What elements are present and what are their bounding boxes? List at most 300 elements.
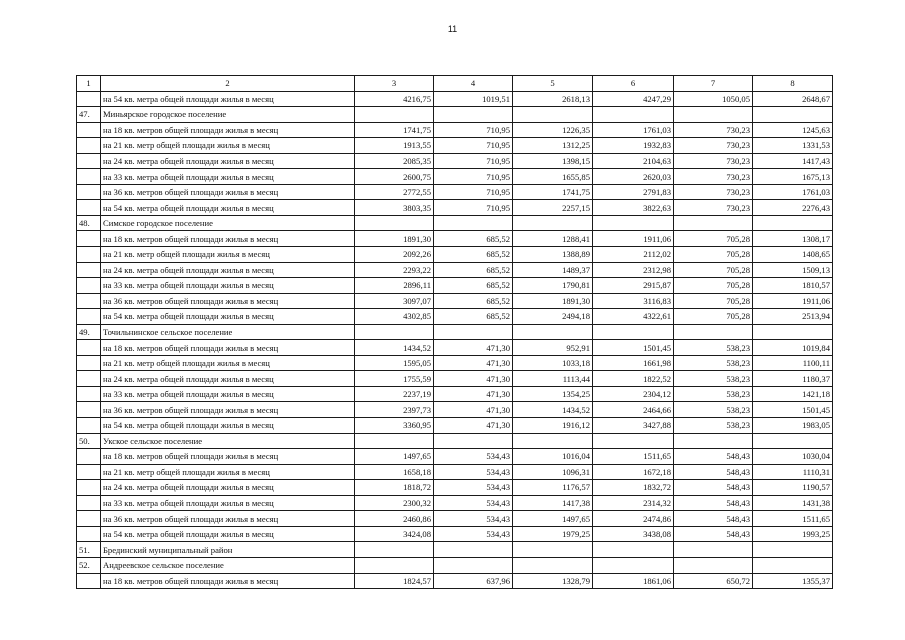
- empty-cell: [77, 122, 101, 138]
- value-cell-col-6: 1932,83: [593, 138, 674, 154]
- value-cell-col-3: 1497,65: [355, 449, 434, 465]
- row-label: на 36 кв. метров общей площади жилья в месяц: [101, 511, 355, 527]
- empty-cell: [77, 386, 101, 402]
- value-cell-col-5: 1916,12: [513, 418, 593, 434]
- empty-cell: [513, 324, 593, 340]
- table-row: [77, 418, 833, 434]
- empty-cell: [77, 309, 101, 325]
- value-cell-col-3: 2085,35: [355, 153, 434, 169]
- value-cell-col-3: 1658,18: [355, 464, 434, 480]
- value-cell-col-6: 1761,03: [593, 122, 674, 138]
- value-cell-col-7: 1050,05: [674, 91, 753, 107]
- value-cell-col-8: 1355,37: [753, 573, 833, 589]
- value-cell-col-8: 1983,05: [753, 418, 833, 434]
- page-number: 11: [447, 24, 458, 34]
- value-cell-col-6: 2620,03: [593, 169, 674, 185]
- empty-cell: [77, 153, 101, 169]
- value-cell-col-8: 1675,13: [753, 169, 833, 185]
- value-cell-col-7: 650,72: [674, 573, 753, 589]
- value-cell-col-3: 3803,35: [355, 200, 434, 216]
- value-cell-col-4: 685,52: [434, 278, 513, 294]
- table-row: [77, 138, 833, 154]
- row-label: на 24 кв. метра общей площади жилья в месяц: [101, 371, 355, 387]
- empty-cell: [434, 107, 513, 123]
- empty-cell: [674, 542, 753, 558]
- value-cell-col-6: 2314,32: [593, 495, 674, 511]
- empty-cell: [593, 557, 674, 573]
- value-cell-col-6: 4247,29: [593, 91, 674, 107]
- value-cell-col-5: 1288,41: [513, 231, 593, 247]
- empty-cell: [77, 138, 101, 154]
- table-header-row: [77, 76, 833, 92]
- row-label: на 18 кв. метров общей площади жилья в месяц: [101, 231, 355, 247]
- table-row: [77, 355, 833, 371]
- table-row: [77, 91, 833, 107]
- table-row: [77, 309, 833, 325]
- row-label: на 33 кв. метра общей площади жилья в месяц: [101, 386, 355, 402]
- section-number: 50.: [77, 433, 101, 449]
- value-cell-col-8: 2648,67: [753, 91, 833, 107]
- value-cell-col-6: 1911,06: [593, 231, 674, 247]
- empty-cell: [513, 215, 593, 231]
- value-cell-col-4: 471,30: [434, 371, 513, 387]
- value-cell-col-6: 1822,52: [593, 371, 674, 387]
- value-cell-col-7: 730,23: [674, 184, 753, 200]
- section-name: Брединский муниципальный район: [101, 542, 355, 558]
- value-cell-col-5: 1388,89: [513, 247, 593, 263]
- value-cell-col-7: 548,43: [674, 480, 753, 496]
- value-cell-col-7: 730,23: [674, 138, 753, 154]
- value-cell-col-3: 3097,07: [355, 293, 434, 309]
- value-cell-col-6: 1832,72: [593, 480, 674, 496]
- value-cell-col-5: 1979,25: [513, 526, 593, 542]
- section-row: [77, 324, 833, 340]
- value-cell-col-4: 534,43: [434, 480, 513, 496]
- row-label: на 18 кв. метров общей площади жилья в месяц: [101, 449, 355, 465]
- row-label: на 24 кв. метра общей площади жилья в месяц: [101, 480, 355, 496]
- section-row: [77, 433, 833, 449]
- table-row: [77, 402, 833, 418]
- column-header-8: 8: [753, 76, 833, 92]
- value-cell-col-4: 685,52: [434, 231, 513, 247]
- empty-cell: [77, 402, 101, 418]
- value-cell-col-5: 1655,85: [513, 169, 593, 185]
- empty-cell: [355, 542, 434, 558]
- value-cell-col-5: 1176,57: [513, 480, 593, 496]
- empty-cell: [753, 542, 833, 558]
- table-row: [77, 231, 833, 247]
- value-cell-col-6: 1661,98: [593, 355, 674, 371]
- value-cell-col-7: 538,23: [674, 402, 753, 418]
- value-cell-col-8: 2276,43: [753, 200, 833, 216]
- empty-cell: [674, 107, 753, 123]
- value-cell-col-5: 1891,30: [513, 293, 593, 309]
- table-row: [77, 480, 833, 496]
- column-header-5: 5: [513, 76, 593, 92]
- value-cell-col-6: 2791,83: [593, 184, 674, 200]
- value-cell-col-6: 3116,83: [593, 293, 674, 309]
- value-cell-col-3: 2300,32: [355, 495, 434, 511]
- empty-cell: [77, 91, 101, 107]
- value-cell-col-6: 2464,66: [593, 402, 674, 418]
- value-cell-col-6: 1501,45: [593, 340, 674, 356]
- value-cell-col-8: 1501,45: [753, 402, 833, 418]
- empty-cell: [77, 231, 101, 247]
- value-cell-col-7: 705,28: [674, 309, 753, 325]
- section-number: 52.: [77, 557, 101, 573]
- value-cell-col-4: 534,43: [434, 449, 513, 465]
- section-name: Андреевское сельское поселение: [101, 557, 355, 573]
- row-label: на 33 кв. метра общей площади жилья в месяц: [101, 278, 355, 294]
- value-cell-col-6: 2304,12: [593, 386, 674, 402]
- column-header-3: 3: [355, 76, 434, 92]
- empty-cell: [77, 371, 101, 387]
- value-cell-col-3: 4302,85: [355, 309, 434, 325]
- value-cell-col-8: 1408,65: [753, 247, 833, 263]
- value-cell-col-8: 1245,63: [753, 122, 833, 138]
- empty-cell: [77, 247, 101, 263]
- value-cell-col-8: 1180,37: [753, 371, 833, 387]
- value-cell-col-8: 1911,06: [753, 293, 833, 309]
- value-cell-col-4: 710,95: [434, 169, 513, 185]
- value-cell-col-4: 685,52: [434, 293, 513, 309]
- table-row: [77, 293, 833, 309]
- row-label: на 33 кв. метра общей площади жилья в месяц: [101, 169, 355, 185]
- value-cell-col-5: 1489,37: [513, 262, 593, 278]
- value-cell-col-5: 1033,18: [513, 355, 593, 371]
- tariff-table: [76, 75, 833, 589]
- table-row: [77, 495, 833, 511]
- table-row: [77, 371, 833, 387]
- value-cell-col-5: 1790,81: [513, 278, 593, 294]
- empty-cell: [77, 340, 101, 356]
- value-cell-col-4: 471,30: [434, 418, 513, 434]
- row-label: на 18 кв. метров общей площади жилья в месяц: [101, 340, 355, 356]
- value-cell-col-6: 3822,63: [593, 200, 674, 216]
- value-cell-col-4: 710,95: [434, 153, 513, 169]
- value-cell-col-3: 2460,86: [355, 511, 434, 527]
- empty-cell: [674, 215, 753, 231]
- value-cell-col-7: 730,23: [674, 169, 753, 185]
- value-cell-col-8: 1431,38: [753, 495, 833, 511]
- value-cell-col-3: 3360,95: [355, 418, 434, 434]
- value-cell-col-6: 2104,63: [593, 153, 674, 169]
- value-cell-col-5: 1434,52: [513, 402, 593, 418]
- row-label: на 54 кв. метра общей площади жилья в месяц: [101, 309, 355, 325]
- value-cell-col-3: 3424,08: [355, 526, 434, 542]
- row-label: на 18 кв. метров общей площади жилья в месяц: [101, 573, 355, 589]
- value-cell-col-8: 1100,11: [753, 355, 833, 371]
- value-cell-col-8: 2513,94: [753, 309, 833, 325]
- value-cell-col-7: 548,43: [674, 464, 753, 480]
- value-cell-col-5: 1096,31: [513, 464, 593, 480]
- row-label: на 33 кв. метра общей площади жилья в месяц: [101, 495, 355, 511]
- table-row: [77, 184, 833, 200]
- empty-cell: [753, 215, 833, 231]
- value-cell-col-6: 4322,61: [593, 309, 674, 325]
- empty-cell: [593, 107, 674, 123]
- column-header-2: 2: [101, 76, 355, 92]
- value-cell-col-4: 471,30: [434, 340, 513, 356]
- empty-cell: [355, 324, 434, 340]
- row-label: на 21 кв. метр общей площади жилья в месяц: [101, 355, 355, 371]
- value-cell-col-5: 2494,18: [513, 309, 593, 325]
- value-cell-col-4: 534,43: [434, 526, 513, 542]
- value-cell-col-5: 1417,38: [513, 495, 593, 511]
- value-cell-col-4: 471,30: [434, 386, 513, 402]
- value-cell-col-4: 1019,51: [434, 91, 513, 107]
- empty-cell: [77, 262, 101, 278]
- empty-cell: [355, 215, 434, 231]
- value-cell-col-8: 1509,13: [753, 262, 833, 278]
- value-cell-col-6: 2112,02: [593, 247, 674, 263]
- value-cell-col-4: 685,52: [434, 309, 513, 325]
- value-cell-col-5: 1497,65: [513, 511, 593, 527]
- value-cell-col-7: 538,23: [674, 418, 753, 434]
- value-cell-col-6: 3438,08: [593, 526, 674, 542]
- empty-cell: [513, 433, 593, 449]
- empty-cell: [355, 557, 434, 573]
- value-cell-col-5: 1398,15: [513, 153, 593, 169]
- section-number: 47.: [77, 107, 101, 123]
- value-cell-col-7: 548,43: [674, 495, 753, 511]
- value-cell-col-5: 1113,44: [513, 371, 593, 387]
- empty-cell: [434, 542, 513, 558]
- value-cell-col-6: 3427,88: [593, 418, 674, 434]
- value-cell-col-3: 1595,05: [355, 355, 434, 371]
- row-label: на 24 кв. метра общей площади жилья в месяц: [101, 153, 355, 169]
- value-cell-col-8: 1421,18: [753, 386, 833, 402]
- empty-cell: [434, 324, 513, 340]
- empty-cell: [513, 542, 593, 558]
- empty-cell: [434, 433, 513, 449]
- table-row: [77, 573, 833, 589]
- section-name: Миньярское городское поселение: [101, 107, 355, 123]
- section-row: [77, 542, 833, 558]
- value-cell-col-7: 705,28: [674, 231, 753, 247]
- value-cell-col-5: 1016,04: [513, 449, 593, 465]
- value-cell-col-8: 1331,53: [753, 138, 833, 154]
- value-cell-col-4: 710,95: [434, 122, 513, 138]
- value-cell-col-4: 710,95: [434, 200, 513, 216]
- section-name: Точильнинское сельское поселение: [101, 324, 355, 340]
- value-cell-col-3: 2896,11: [355, 278, 434, 294]
- value-cell-col-3: 2237,19: [355, 386, 434, 402]
- empty-cell: [77, 495, 101, 511]
- value-cell-col-7: 538,23: [674, 340, 753, 356]
- value-cell-col-7: 548,43: [674, 449, 753, 465]
- value-cell-col-5: 1354,25: [513, 386, 593, 402]
- value-cell-col-5: 2257,15: [513, 200, 593, 216]
- value-cell-col-3: 2092,26: [355, 247, 434, 263]
- value-cell-col-8: 1761,03: [753, 184, 833, 200]
- value-cell-col-6: 2312,98: [593, 262, 674, 278]
- value-cell-col-3: 1434,52: [355, 340, 434, 356]
- value-cell-col-4: 637,96: [434, 573, 513, 589]
- empty-cell: [77, 480, 101, 496]
- value-cell-col-8: 1019,84: [753, 340, 833, 356]
- empty-cell: [355, 433, 434, 449]
- value-cell-col-8: 1417,43: [753, 153, 833, 169]
- empty-cell: [77, 418, 101, 434]
- value-cell-col-5: 952,91: [513, 340, 593, 356]
- value-cell-col-5: 1741,75: [513, 184, 593, 200]
- value-cell-col-6: 1672,18: [593, 464, 674, 480]
- column-header-4: 4: [434, 76, 513, 92]
- value-cell-col-3: 1913,55: [355, 138, 434, 154]
- value-cell-col-7: 705,28: [674, 293, 753, 309]
- value-cell-col-7: 705,28: [674, 262, 753, 278]
- value-cell-col-7: 730,23: [674, 153, 753, 169]
- row-label: на 21 кв. метр общей площади жилья в месяц: [101, 138, 355, 154]
- value-cell-col-6: 1511,65: [593, 449, 674, 465]
- empty-cell: [77, 200, 101, 216]
- row-label: на 36 кв. метров общей площади жилья в месяц: [101, 184, 355, 200]
- value-cell-col-3: 2397,73: [355, 402, 434, 418]
- empty-cell: [674, 324, 753, 340]
- empty-cell: [593, 324, 674, 340]
- empty-cell: [77, 169, 101, 185]
- table-row: [77, 464, 833, 480]
- column-header-1: 1: [77, 76, 101, 92]
- value-cell-col-4: 471,30: [434, 355, 513, 371]
- section-number: 48.: [77, 215, 101, 231]
- empty-cell: [593, 433, 674, 449]
- table-row: [77, 262, 833, 278]
- value-cell-col-7: 705,28: [674, 278, 753, 294]
- empty-cell: [77, 184, 101, 200]
- empty-cell: [674, 433, 753, 449]
- value-cell-col-5: 2618,13: [513, 91, 593, 107]
- column-header-6: 6: [593, 76, 674, 92]
- empty-cell: [593, 542, 674, 558]
- empty-cell: [355, 107, 434, 123]
- row-label: на 54 кв. метра общей площади жилья в месяц: [101, 91, 355, 107]
- value-cell-col-4: 710,95: [434, 184, 513, 200]
- value-cell-col-8: 1190,57: [753, 480, 833, 496]
- value-cell-col-3: 4216,75: [355, 91, 434, 107]
- empty-cell: [434, 215, 513, 231]
- value-cell-col-5: 1312,25: [513, 138, 593, 154]
- section-row: [77, 215, 833, 231]
- value-cell-col-8: 1511,65: [753, 511, 833, 527]
- value-cell-col-4: 685,52: [434, 247, 513, 263]
- value-cell-col-4: 534,43: [434, 511, 513, 527]
- empty-cell: [753, 433, 833, 449]
- value-cell-col-6: 2915,87: [593, 278, 674, 294]
- value-cell-col-4: 685,52: [434, 262, 513, 278]
- row-label: на 36 кв. метров общей площади жилья в месяц: [101, 293, 355, 309]
- section-name: Симское городское поселение: [101, 215, 355, 231]
- section-name: Укское сельское поселение: [101, 433, 355, 449]
- row-label: на 18 кв. метров общей площади жилья в месяц: [101, 122, 355, 138]
- value-cell-col-3: 2293,22: [355, 262, 434, 278]
- value-cell-col-7: 548,43: [674, 526, 753, 542]
- value-cell-col-5: 1226,35: [513, 122, 593, 138]
- table-row: [77, 247, 833, 263]
- value-cell-col-8: 1810,57: [753, 278, 833, 294]
- table-row: [77, 122, 833, 138]
- value-cell-col-7: 730,23: [674, 122, 753, 138]
- table-body: [77, 91, 833, 589]
- value-cell-col-3: 1891,30: [355, 231, 434, 247]
- table-row: [77, 449, 833, 465]
- row-label: на 24 кв. метра общей площади жилья в месяц: [101, 262, 355, 278]
- table-row: [77, 169, 833, 185]
- value-cell-col-3: 1818,72: [355, 480, 434, 496]
- row-label: на 21 кв. метр общей площади жилья в месяц: [101, 247, 355, 263]
- column-header-7: 7: [674, 76, 753, 92]
- value-cell-col-8: 1030,04: [753, 449, 833, 465]
- value-cell-col-6: 2474,86: [593, 511, 674, 527]
- empty-cell: [753, 324, 833, 340]
- empty-cell: [513, 557, 593, 573]
- value-cell-col-6: 1861,06: [593, 573, 674, 589]
- value-cell-col-7: 548,43: [674, 511, 753, 527]
- empty-cell: [513, 107, 593, 123]
- empty-cell: [593, 215, 674, 231]
- value-cell-col-4: 534,43: [434, 464, 513, 480]
- empty-cell: [753, 557, 833, 573]
- value-cell-col-5: 1328,79: [513, 573, 593, 589]
- value-cell-col-3: 2772,55: [355, 184, 434, 200]
- value-cell-col-4: 710,95: [434, 138, 513, 154]
- value-cell-col-7: 705,28: [674, 247, 753, 263]
- table-row: [77, 511, 833, 527]
- table-row: [77, 386, 833, 402]
- table-row: [77, 340, 833, 356]
- empty-cell: [77, 355, 101, 371]
- table-row: [77, 526, 833, 542]
- empty-cell: [77, 449, 101, 465]
- section-row: [77, 557, 833, 573]
- row-label: на 54 кв. метра общей площади жилья в месяц: [101, 200, 355, 216]
- table-row: [77, 153, 833, 169]
- empty-cell: [434, 557, 513, 573]
- empty-cell: [753, 107, 833, 123]
- row-label: на 21 кв. метр общей площади жилья в месяц: [101, 464, 355, 480]
- empty-cell: [77, 464, 101, 480]
- empty-cell: [77, 293, 101, 309]
- value-cell-col-8: 1308,17: [753, 231, 833, 247]
- value-cell-col-7: 538,23: [674, 386, 753, 402]
- section-row: [77, 107, 833, 123]
- value-cell-col-7: 538,23: [674, 355, 753, 371]
- value-cell-col-4: 534,43: [434, 495, 513, 511]
- value-cell-col-3: 1824,57: [355, 573, 434, 589]
- value-cell-col-7: 538,23: [674, 371, 753, 387]
- empty-cell: [77, 573, 101, 589]
- table-row: [77, 278, 833, 294]
- value-cell-col-8: 1993,25: [753, 526, 833, 542]
- value-cell-col-8: 1110,31: [753, 464, 833, 480]
- empty-cell: [674, 557, 753, 573]
- table-row: [77, 200, 833, 216]
- section-number: 51.: [77, 542, 101, 558]
- value-cell-col-7: 730,23: [674, 200, 753, 216]
- row-label: на 36 кв. метров общей площади жилья в месяц: [101, 402, 355, 418]
- empty-cell: [77, 278, 101, 294]
- section-number: 49.: [77, 324, 101, 340]
- empty-cell: [77, 526, 101, 542]
- value-cell-col-3: 1741,75: [355, 122, 434, 138]
- value-cell-col-3: 2600,75: [355, 169, 434, 185]
- row-label: на 54 кв. метра общей площади жилья в месяц: [101, 418, 355, 434]
- row-label: на 54 кв. метра общей площади жилья в месяц: [101, 526, 355, 542]
- value-cell-col-3: 1755,59: [355, 371, 434, 387]
- empty-cell: [77, 511, 101, 527]
- value-cell-col-4: 471,30: [434, 402, 513, 418]
